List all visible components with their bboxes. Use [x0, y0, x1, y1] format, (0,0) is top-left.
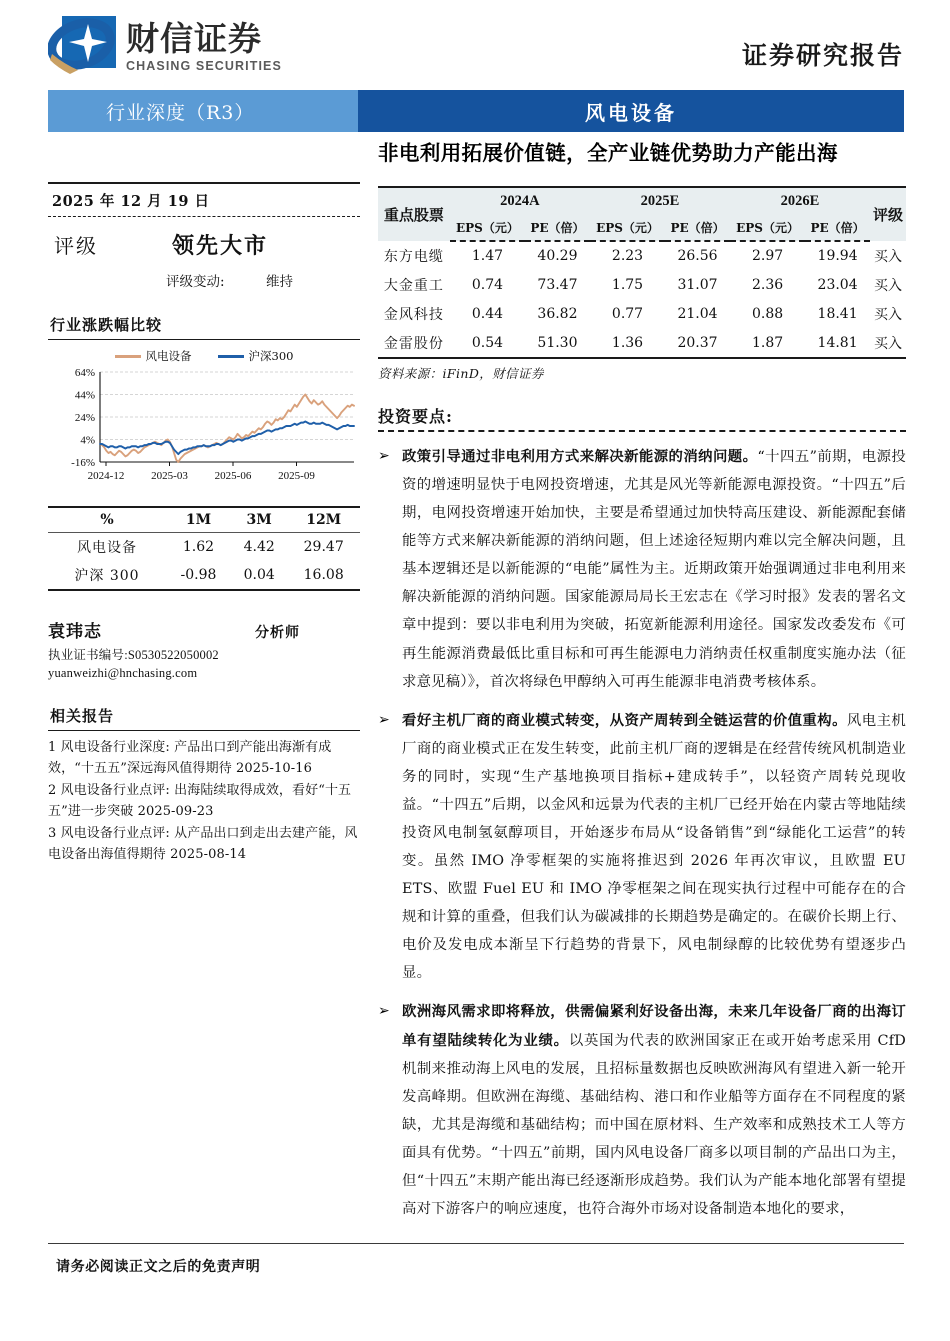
investment-point-3	[378, 998, 906, 1223]
band-industry-label: 风电设备	[585, 100, 677, 125]
perf-header-3: 12M	[287, 507, 360, 533]
stock-r3-eps2026: 1.87	[730, 328, 805, 358]
stock-rating-header: 评级	[870, 187, 906, 241]
chasing-securities-logo-icon	[48, 14, 118, 80]
table-row	[378, 328, 906, 358]
table-row	[378, 270, 906, 299]
analyst-name-row	[48, 617, 360, 642]
stock-corner-header: 重点股票	[378, 187, 450, 241]
stock-group-2025e: 2025E	[590, 187, 730, 214]
brand-logo	[48, 14, 282, 80]
legend-swatch-benchmark	[218, 355, 244, 358]
related-reports-list	[48, 737, 360, 865]
stock-r1-eps2024: 0.74	[471, 276, 504, 293]
stock-r3-rating: 买入	[870, 328, 906, 358]
brand-name-cn: 财信证券	[126, 18, 262, 58]
stock-sub-pe-2025: PE（倍）	[665, 214, 730, 241]
investment-point-2	[378, 707, 906, 988]
svg-text:2025-06: 2025-06	[214, 470, 252, 482]
analyst-name: 袁玮志	[48, 622, 102, 642]
report-type-label: 证券研究报告	[741, 41, 904, 70]
investment-points-title: 投资要点:	[378, 407, 453, 426]
perf-r0-3m: 4.42	[243, 539, 275, 555]
band-report-category-label: 行业深度（R3）	[106, 101, 255, 124]
stock-sub-eps-2026: EPS（元）	[730, 214, 805, 241]
legend-swatch-industry	[115, 355, 141, 358]
stock-group-2026e: 2026E	[730, 187, 870, 214]
bullet-arrow-icon: ➢	[378, 1003, 390, 1020]
perf-header-2: 3M	[231, 507, 287, 533]
perf-r0-12m: 29.47	[303, 539, 344, 555]
rating-label: 评级	[54, 234, 98, 258]
stock-r3-pe2026: 14.81	[805, 328, 870, 358]
investment-point-1-text: “十四五”前期，电源投资的增速明显快于电网投资增速，尤其是风光等新能源电源投资。“十四五”后期，电网投资增速开始加快，主要是希望通过加快特高压建设、新能源配套储能等方式来解决新能源的消纳问题，但上述途径短期内难以完全解决问题，且基本逻辑还是以新能源的“电能”属性为主。近期政策开始强调通过非电利用来解决新能源的消纳问题。国家能源局局长王宏志在《学习时报》发表的署名文章中提到：要以非电利用为突破，拓宽新能源利用途径。国家发改委发布《可再生能源消费最低比重目标和可再生能源电力消纳责任权重制度实施办法（征求意见稿）》，首次将绿色甲醇纳入可再生能源非电消费考核体系。	[402, 449, 906, 690]
band-industry	[358, 90, 904, 132]
stock-r0-pe2024: 40.29	[537, 248, 578, 264]
stock-r0-name: 东方电缆	[383, 248, 444, 265]
perf-r1-12m: 16.08	[287, 561, 360, 590]
stock-r3-eps2025: 1.36	[590, 328, 665, 358]
analyst-license: 执业证书编号:S0530522050002	[48, 648, 219, 662]
analyst-email[interactable]: yuanweizhi@hnchasing.com	[48, 666, 198, 680]
stock-r0-pe2025: 26.56	[677, 248, 718, 264]
perf-r1-3m: 0.04	[231, 561, 287, 590]
legend-item-benchmark	[218, 348, 294, 364]
footer-disclaimer: 请务必阅读正文之后的免责声明	[56, 1259, 261, 1275]
perf-r1-name: 沪深 300	[48, 561, 166, 590]
chart-section-title: 行业涨跌幅比较	[50, 316, 163, 334]
bullet-arrow-icon: ➢	[378, 711, 390, 728]
chart-canvas	[48, 344, 360, 492]
legend-item-industry	[115, 348, 192, 364]
svg-text:2025-09: 2025-09	[278, 470, 315, 482]
investment-point-2-lead: 看好主机厂商的商业模式转变，从资产周转到全链运营的价值重构。	[402, 711, 847, 729]
page-title: 非电利用拓展价值链，全产业链优势助力产能出海	[378, 141, 838, 165]
svg-text:24%: 24%	[74, 412, 95, 424]
stock-r0-eps2024: 1.47	[471, 248, 504, 264]
investment-point-1	[378, 443, 906, 696]
analyst-role: 分析师	[255, 625, 300, 641]
legend-label-benchmark: 沪深300	[248, 349, 294, 363]
perf-header-1: 1M	[166, 507, 231, 533]
performance-table	[48, 506, 360, 591]
investment-point-2-body	[402, 707, 906, 988]
table-subheader-row	[378, 214, 906, 241]
divider-reports	[48, 730, 360, 731]
table-header-row	[48, 507, 360, 533]
stock-sub-pe-2026: PE（倍）	[805, 214, 870, 241]
stock-r1-name: 大金重工	[383, 277, 444, 294]
stock-r2-pe2025: 21.04	[677, 305, 718, 322]
list-item[interactable]: 2 风电设备行业点评: 出海陆续取得成效，看好“十五五”进一步突破 2025-09-23	[48, 783, 352, 820]
investment-point-2-text: 风电主机厂商的商业模式正在发生转变，此前主机厂商的逻辑是在经营传统风机制造业务的同时，实现“生产基地换项目指标+建成转手”，以轻资产周转兑现收益。“十四五”后期，以金风和远景为代表的主机厂已经开始在内蒙古等地陆续投资风电制氢氨醇项目，开始逐步布局从“设备销售”到“绿能化工运营”的转变。虽然 IMO 净零框架的实施将推迟到 2026 年再次审议，且欧盟 EU ETS、欧盟 Fuel EU 和 IMO 净零框架之间在现实执行过程中可能存在的合规和计算的重叠，但我们认为碳减排的长期趋势是确定的。在碳价长期上行、电价及发电成本渐呈下行趋势的背景下，风电制绿醇的比较优势有望逐步凸显。	[402, 712, 906, 982]
list-item[interactable]: 3 风电设备行业点评: 从产品出口到走出去建产能，风电设备出海值得期待 2025-08-14	[48, 826, 358, 863]
stock-sub-eps-2024: EPS（元）	[450, 214, 525, 241]
divider-chart	[48, 339, 360, 340]
analyst-block	[48, 617, 360, 681]
related-reports-title: 相关报告	[50, 707, 115, 725]
stock-r1-eps2025: 1.75	[611, 276, 644, 293]
performance-chart	[48, 344, 360, 492]
stock-r3-pe2025: 20.37	[665, 328, 730, 358]
svg-text:2025-03: 2025-03	[151, 470, 188, 482]
rating-change-block	[166, 270, 360, 290]
divider-points	[378, 430, 906, 432]
stock-r0-rating: 买入	[874, 248, 902, 265]
rating-block	[48, 217, 360, 260]
stock-sub-eps-2025: EPS（元）	[590, 214, 665, 241]
table-row	[48, 561, 360, 590]
table-header-row	[378, 187, 906, 214]
category-band	[48, 90, 904, 132]
stock-sub-pe-2024: PE（倍）	[525, 214, 590, 241]
stock-r2-rating: 买入	[874, 306, 902, 323]
stock-group-2024a: 2024A	[450, 187, 590, 214]
stock-r0-eps2026: 2.97	[751, 248, 784, 264]
footer-divider	[48, 1243, 904, 1244]
table-row	[48, 533, 360, 562]
stock-r1-pe2025: 31.07	[677, 276, 718, 293]
rating-change-label: 评级变动:	[166, 274, 225, 290]
stock-r1-pe2026: 23.04	[817, 276, 858, 293]
svg-text:-16%: -16%	[71, 457, 95, 469]
table-row	[378, 299, 906, 328]
stock-r3-eps2024: 0.54	[450, 328, 525, 358]
stock-r1-rating: 买入	[874, 277, 902, 294]
bullet-arrow-icon: ➢	[378, 448, 390, 464]
stock-r0-eps2025: 2.23	[611, 248, 644, 264]
legend-label-industry: 风电设备	[145, 349, 192, 363]
stock-r2-eps2024: 0.44	[471, 305, 504, 322]
main-content	[378, 186, 906, 1223]
stock-r2-pe2026: 18.41	[817, 305, 858, 322]
rating-change-value: 维持	[266, 274, 293, 290]
masthead	[48, 14, 904, 86]
svg-text:2024-12: 2024-12	[87, 470, 125, 482]
perf-r0-1m: 1.62	[182, 539, 215, 555]
rating-value: 领先大市	[172, 233, 269, 259]
stock-r0-pe2026: 19.94	[817, 248, 858, 264]
perf-r1-1m: -0.98	[166, 561, 231, 590]
perf-r0-name: 风电设备	[76, 540, 137, 556]
investment-point-1-lead: 政策引导通过非电利用方式来解决新能源的消纳问题。	[402, 448, 758, 465]
stock-r2-eps2025: 0.77	[611, 305, 644, 322]
stock-r3-pe2024: 51.30	[525, 328, 590, 358]
key-stocks-table	[378, 186, 906, 359]
stock-r3-name: 金雷股份	[378, 328, 450, 358]
band-report-category	[48, 90, 358, 132]
brand-name-en: CHASING SECURITIES	[126, 58, 282, 73]
stock-r2-eps2026: 0.88	[751, 305, 784, 322]
left-sidebar	[48, 182, 360, 866]
svg-text:64%: 64%	[74, 367, 95, 379]
stock-r2-name: 金风科技	[383, 306, 444, 323]
investment-point-1-body	[402, 443, 906, 696]
list-item[interactable]: 1 风电设备行业深度: 产品出口到产能出海渐有成效，“十五五”深远海风值得期待 2025-10-16	[48, 740, 332, 777]
stock-r2-pe2024: 36.82	[537, 305, 578, 322]
perf-header-0: %	[48, 507, 166, 533]
investment-point-3-lead: 欧洲海风需求即将释放，供需偏紧利好设备出海，未来几年设备厂商的出海订单有望陆续转化为业绩。	[402, 1003, 906, 1049]
chart-legend	[48, 348, 360, 364]
table-source: 资料来源：iFinD，财信证券	[378, 366, 544, 381]
stock-r1-eps2026: 2.36	[751, 276, 784, 293]
investment-point-3-body	[402, 998, 906, 1223]
svg-text:4%: 4%	[80, 434, 95, 447]
svg-text:44%: 44%	[74, 389, 95, 402]
investment-point-3-text: 以英国为代表的欧洲国家正在或开始考虑采用 CfD 机制来推动海上风电的发展，且招标量数据也反映欧洲海风有望进入新一轮开发高峰期。但欧洲在海缆、基础结构、港口和作业船等方面存在不同程度的紧缺，尤其是海缆和基础结构；而中国在原材料、生产效率和成熟技术工人等方面具有优势。“十四五”前期，国内风电设备厂商多以项目制的产品出口为主，但“十四五”末期产能出海已经逐渐形成趋势。我们认为产能本地化部署有望提高对下游客户的响应速度，也符合海外市场对设备制造本地化的要求，	[402, 1032, 906, 1218]
report-date: 2025 年 12 月 19 日	[52, 193, 210, 210]
table-row	[378, 241, 906, 270]
stock-r1-pe2024: 73.47	[537, 276, 578, 293]
